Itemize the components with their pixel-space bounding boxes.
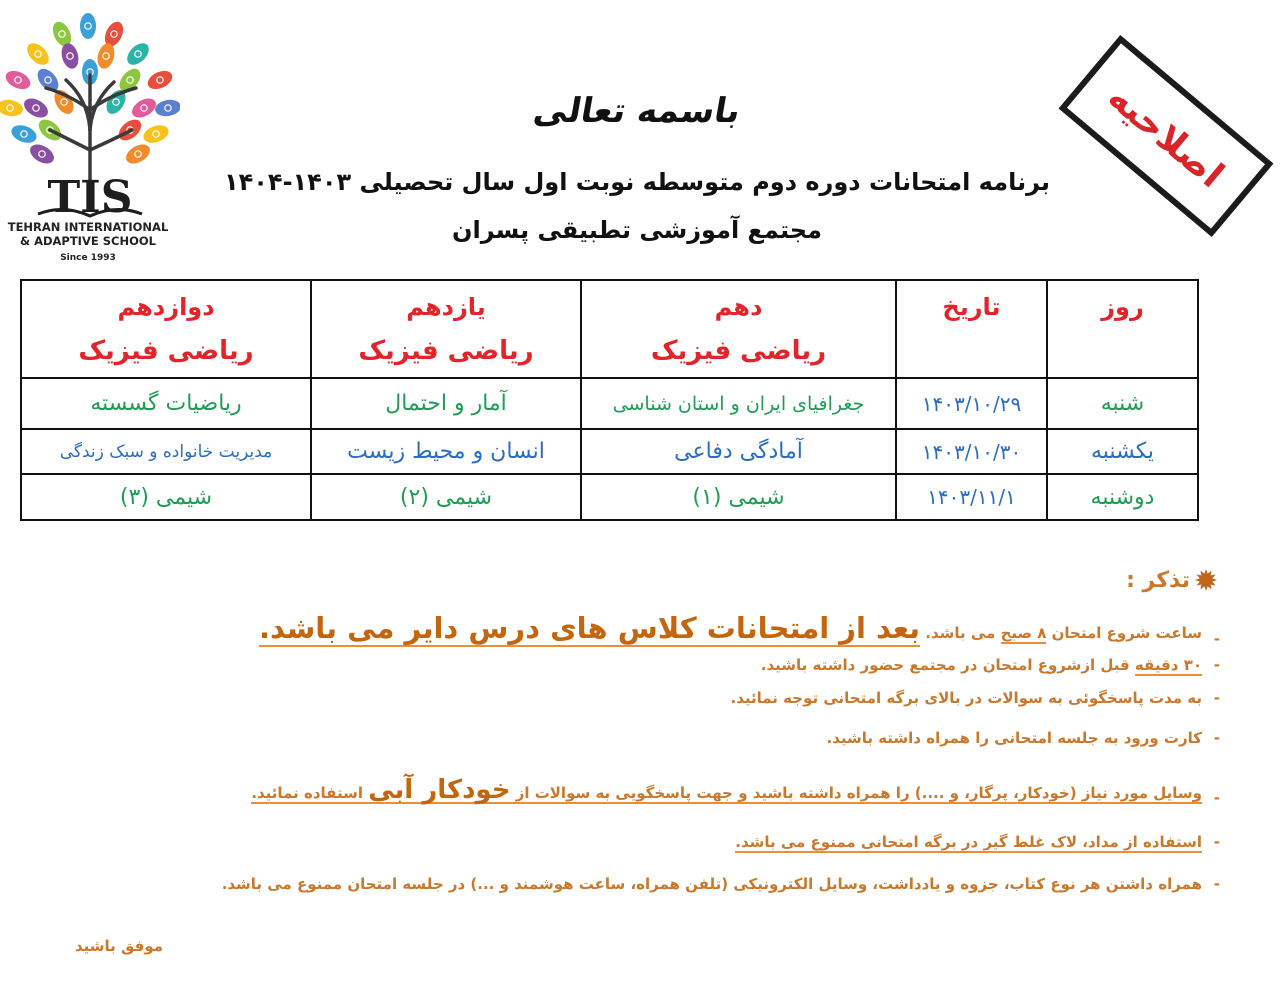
logo-since: Since 1993	[60, 253, 116, 263]
note-item	[761, 654, 1222, 676]
notes-heading-label: تذکر :	[1126, 567, 1190, 593]
note-text: کارت ورود به جلسه امتحانی را همراه داشته باشید.	[826, 729, 1202, 747]
note-text: استفاده نمائید.	[251, 784, 369, 802]
col-header-grade10-label: دهم	[714, 293, 763, 321]
note-item	[222, 873, 1222, 895]
note-text: می باشد.	[920, 624, 1001, 642]
note-item	[259, 606, 1222, 655]
note-emphasis: بعد از امتحانات کلاس های درس دایر می باشد.	[259, 611, 921, 645]
closing-text: موفق باشید	[75, 937, 164, 955]
logo-mark: TIS	[47, 172, 133, 223]
col-header-grade11	[311, 280, 581, 378]
cell-grade10: شیمی (۱)	[581, 474, 896, 520]
cell-day: یکشنبه	[1047, 429, 1198, 474]
note-text: همراه داشتن هر نوع کتاب، جزوه و یادداشت، وسایل الکترونیکی (تلفن همراه، ساعت هوشمند و ...) در جلسه امتحان ممنوع می باشد.	[221, 875, 1202, 893]
note-highlight: ۸ صبح	[1000, 624, 1047, 642]
note-text: وسایل مورد نیاز (خودکار، پرگار، و ....) را همراه داشته باشید و جهت پاسخگویی به سوالات از	[510, 784, 1202, 802]
col-header-grade10	[581, 280, 896, 378]
starburst-icon	[1194, 568, 1218, 592]
cell-date: ۱۴۰۳/۱۰/۲۹	[896, 378, 1047, 429]
cell-grade10: آمادگی دفاعی	[581, 429, 896, 474]
cell-grade11: آمار و احتمال	[311, 378, 581, 429]
logo-line1: TEHRAN INTERNATIONAL	[7, 220, 169, 234]
invocation-text: باسمه تعالی	[530, 91, 744, 131]
cell-grade10: جغرافیای ایران و استان شناسی	[581, 378, 896, 429]
col-header-day-label: روز	[1101, 293, 1144, 321]
cell-grade11: انسان و محیط زیست	[311, 429, 581, 474]
exam-schedule-table	[20, 279, 1199, 521]
table-row	[21, 378, 1198, 429]
col-header-grade11-label: یازدهم	[406, 293, 486, 321]
cell-grade11: شیمی (۲)	[311, 474, 581, 520]
col-header-grade11-track: ریاضی فیزیک	[358, 336, 534, 366]
col-header-date-label: تاریخ	[942, 293, 1001, 321]
page-subtitle: مجتمع آموزشی تطبیقی پسران	[452, 216, 822, 244]
note-item	[735, 831, 1222, 853]
note-underlined-line	[251, 775, 1202, 805]
col-header-grade10-track: ریاضی فیزیک	[650, 336, 827, 366]
note-item	[251, 771, 1222, 812]
cell-date: ۱۴۰۳/۱۱/۱	[896, 474, 1047, 520]
cell-grade12: مدیریت خانواده و سبک زندگی	[21, 429, 311, 474]
note-text: استفاده از مداد، لاک غلط گیر در برگه امتحانی ممنوع می باشد.	[735, 833, 1202, 851]
cell-grade12: شیمی (۳)	[21, 474, 311, 520]
logo-leaf	[80, 13, 96, 39]
col-header-grade12-label: دوازدهم	[117, 293, 215, 321]
logo-leaf	[95, 41, 117, 70]
correction-stamp-label: اصلاحیه	[1100, 76, 1232, 196]
logo-leaf	[23, 39, 53, 69]
note-highlight: ۳۰ دقیقه	[1134, 656, 1202, 674]
cell-day: شنبه	[1047, 378, 1198, 429]
table-header-row	[21, 280, 1198, 378]
note-item	[826, 727, 1222, 749]
cell-date: ۱۴۰۳/۱۰/۳۰	[896, 429, 1047, 474]
note-emphasis: خودکار آبی	[368, 775, 511, 805]
logo-line2: & ADAPTIVE SCHOOL	[20, 234, 156, 248]
notes-heading	[1126, 566, 1218, 594]
note-text: ساعت شروع امتحان	[1046, 624, 1202, 642]
cell-grade12: ریاضیات گسسته	[21, 378, 311, 429]
note-item	[731, 687, 1223, 709]
col-header-grade12-track: ریاضی فیزیک	[78, 336, 254, 366]
invocation-heading	[0, 86, 1274, 136]
note-text: قبل ازشروع امتحان در مجتمع حضور داشته باشید.	[760, 656, 1135, 674]
logo-leaf	[123, 39, 153, 69]
table-row	[21, 474, 1198, 520]
note-text: به مدت پاسخگوئی به سوالات در بالای برگه امتحانی توجه نمائید.	[730, 689, 1202, 707]
cell-day: دوشنبه	[1047, 474, 1198, 520]
col-header-day	[1047, 280, 1198, 378]
col-header-date	[896, 280, 1047, 378]
table-row	[21, 429, 1198, 474]
col-header-grade12	[21, 280, 311, 378]
page-title: برنامه امتحانات دوره دوم متوسطه نوبت اول سال تحصیلی ۱۴۰۳-۱۴۰۴	[223, 168, 1051, 196]
logo-leaf	[59, 41, 81, 70]
correction-stamp	[1059, 35, 1274, 237]
